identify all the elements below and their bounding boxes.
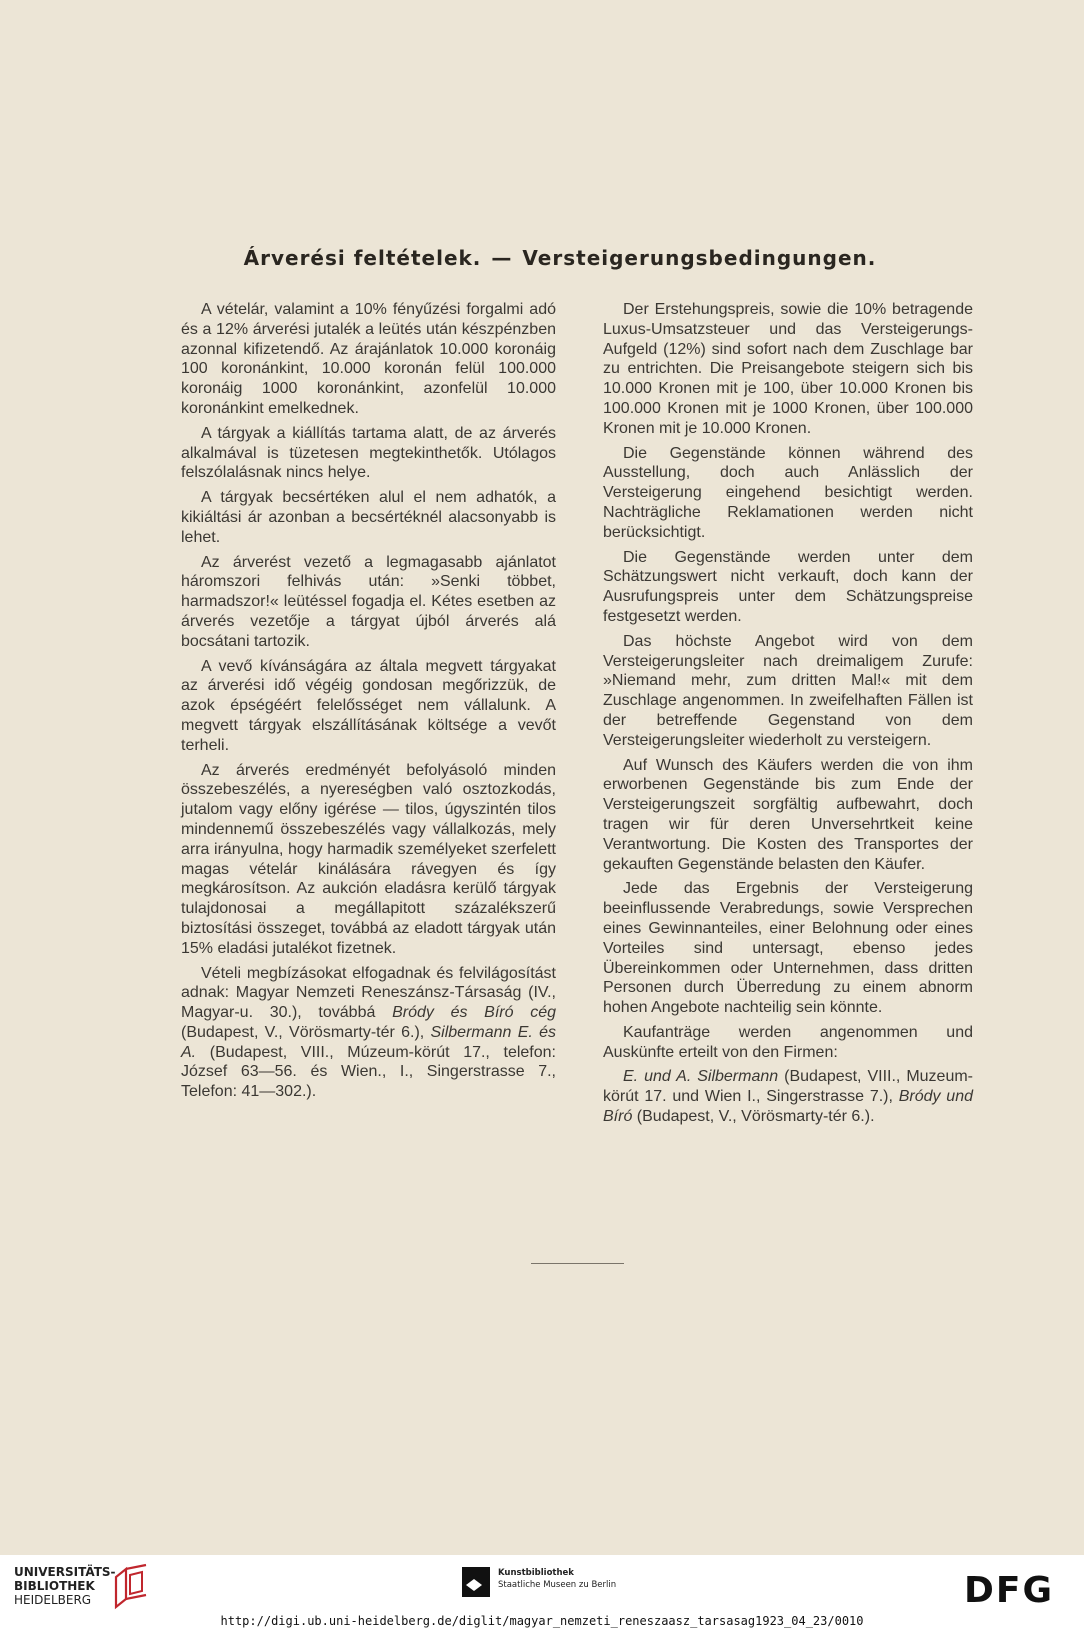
- ub-line1: UNIVERSITÄTS-: [14, 1565, 116, 1579]
- de-contacts-part2: (Budapest, V., Vörösmarty-tér 6.).: [632, 1108, 875, 1126]
- source-url[interactable]: http://digi.ub.uni-heidelberg.de/diglit/magyar_nemzeti_reneszaasz_tarsasag1923_04_23/0010: [220, 1614, 864, 1628]
- de-contacts-part1: (Budapest, VIII., Muzeum-körút 17. und Wien I., Singerstrasse 7.),: [603, 1068, 973, 1106]
- kunstbibliothek-text: [498, 1567, 616, 1591]
- hu-paragraph: Az árverést vezető a legmagasabb ajánlatot háromszori felhivás után: »Senki többet, harmadszor!« leütéssel fogadja el. Kétes esetben az árverés vezetője a tárgyat újból árverés alá bocsátani tartozik.: [181, 553, 556, 650]
- de-firm-silbermann: E. und A. Silbermann: [623, 1068, 779, 1086]
- ub-logo-text: [14, 1565, 116, 1607]
- de-paragraph: Die Gegenstände werden unter dem Schätzungswert nicht verkauft, doch kann der Ausrufungspreis unter dem Schätzungspreise festgesetzt werden.: [603, 548, 973, 625]
- hu-paragraph: A vevő kívánságára az általa megvett tárgyakat az árverési idő végéig gondosan megőrizzük, de azok épségéért felelősséget nem vállalunk. A megvett tárgyak elszállításának költsége a vevőt terheli.: [181, 657, 556, 754]
- ub-line3: HEIDELBERG: [14, 1593, 92, 1607]
- dfg-logo[interactable]: DFG: [964, 1570, 1055, 1611]
- footer-bar: [0, 1555, 1084, 1631]
- kb-line2: Staatliche Museen zu Berlin: [498, 1580, 617, 1590]
- de-paragraph: Der Erstehungspreis, sowie die 10% betragende Luxus-Umsatzsteuer und das Versteigerungs-Aufgeld (12%) sind sofort nach dem Zuschlage bar zu entrichten. Die Preisangebote steigern sich bis 10.000 Kronen mit je 100, über 10.000 Kronen bis 100.000 Kronen mit je 1000 Kronen, über 100.000 Kronen mit je 10.000 Kronen.: [603, 301, 973, 437]
- hu-paragraph: A tárgyak becsértéken alul el nem adhatók, a kikiáltási ár azonban a becsértéknél alacsonyabb is lehet.: [181, 489, 556, 546]
- heading-hungarian: Árverési feltételek.: [243, 246, 482, 270]
- de-firm-brody: Bródy und Bíró: [603, 1088, 973, 1126]
- de-paragraph: Kaufanträge werden angenommen und Auskünfte erteilt von den Firmen:: [603, 1023, 973, 1061]
- hu-paragraph-contacts: [181, 964, 556, 1103]
- de-paragraph: Jede das Ergebnis der Versteigerung beeinflussende Verabredungs, sowie Versprechen eines Gewinnanteiles, einer Belohnung oder eines Vorteiles sind untersagt, ebenso jedes Übereinkommen oder Unternehmen, dass dritten Personen durch Überredung zu einem abnorm hohen Angebote nachteilig sein könnte.: [603, 880, 973, 1017]
- hu-contacts-part2: (Budapest, V., Vörösmarty-tér 6.),: [181, 1023, 431, 1041]
- hu-paragraph: A vételár, valamint a 10% fényűzési forgalmi adó és a 12% árverési jutalék a leütés után készpénzben azonnal kifizetendő. Az árajánlatok 10.000 koronáig 100 koronánkint, 10.000 koronán felül 100.000 koronáig 1000 koronánkint, azonfelül 10.000 koronánkint emelkednek.: [181, 301, 556, 417]
- kunstbibliothek-logo[interactable]: [462, 1565, 632, 1601]
- ub-line2: BIBLIOTHEK: [14, 1579, 95, 1593]
- ub-heidelberg-logo[interactable]: [14, 1563, 154, 1621]
- hu-contacts-part3: (Budapest, VIII., Múzeum-körút 17., telefon: József 63—56. és Wien., I., Singerstrasse 7., Telefon: 41—302.).: [181, 1043, 556, 1101]
- hu-contacts-part1: Vételi megbízásokat elfogadnak és felvilágosítást adnak: Magyar Nemzeti Reneszánsz-Társaság (IV., Magyar-u. 30.), továbbá: [181, 964, 556, 1022]
- hu-paragraph: Az árverés eredményét befolyásoló minden összebeszélés, a nyereségben való osztozkodás, jutalom vagy előny igérése — tilos, úgyszintén tilos mindennemű összebeszélés vagy vállalkozás, mely arra irányulna, hogy harmadik személyeket szerfelett magas vételár kinálására rávegyen és így megkárosítson. Az aukción eladásra kerülő tárgyak tulajdonosai a megállapitott százalékszerű biztosítási összeget, továbbá az eladott tárgyak után 15% eladási jutalékot fizetnek.: [181, 761, 556, 957]
- page-heading: [160, 246, 960, 270]
- german-column: [603, 300, 973, 1132]
- de-paragraph: Auf Wunsch des Käufers werden die von ihm erworbenen Gegenstände bis zum Ende der Versteigerungszeit sorgfältig aufbewahrt, doch tragen wir für deren Unversehrtkeit keine Verantwortung. Die Kosten des Transportes der gekauften Gegenstände belasten den Käufer.: [603, 756, 973, 873]
- de-paragraph: Das höchste Angebot wird von dem Versteigerungsleiter nach dreimaligem Zurufe: »Niemand mehr, zum dritten Mal!« mit dem Zuschlage angenommen. In zweifelhaften Fällen ist der betreffende Gegenstand von dem Versteigerungsleiter wiederholt zu versteigern.: [603, 632, 973, 749]
- heading-separator: —: [491, 246, 513, 270]
- hu-paragraph: A tárgyak a kiállítás tartama alatt, de az árverés alkalmával is tüzetesen megtekinthetők. Utólagos felszólalásnak nincs helye.: [181, 424, 556, 482]
- hu-firm-silbermann: Silbermann E. és A.: [181, 1023, 556, 1061]
- hu-firm-brody: Bródy és Bíró cég: [392, 1004, 557, 1022]
- hungarian-column: [181, 300, 556, 1107]
- kunstbibliothek-mark-icon: [462, 1567, 490, 1597]
- end-rule: [531, 1263, 624, 1264]
- ub-mark-icon: [112, 1563, 152, 1611]
- kb-line1: Kunstbibliothek: [498, 1568, 574, 1578]
- heading-german: Versteigerungsbedingungen.: [522, 246, 877, 270]
- de-paragraph: Die Gegenstände können während des Ausstellung, doch auch Anlässlich der Versteigerung eingehend besichtigt werden. Nachträgliche Reklamationen werden nicht berücksichtigt.: [603, 444, 973, 541]
- de-paragraph-contacts: [603, 1067, 973, 1126]
